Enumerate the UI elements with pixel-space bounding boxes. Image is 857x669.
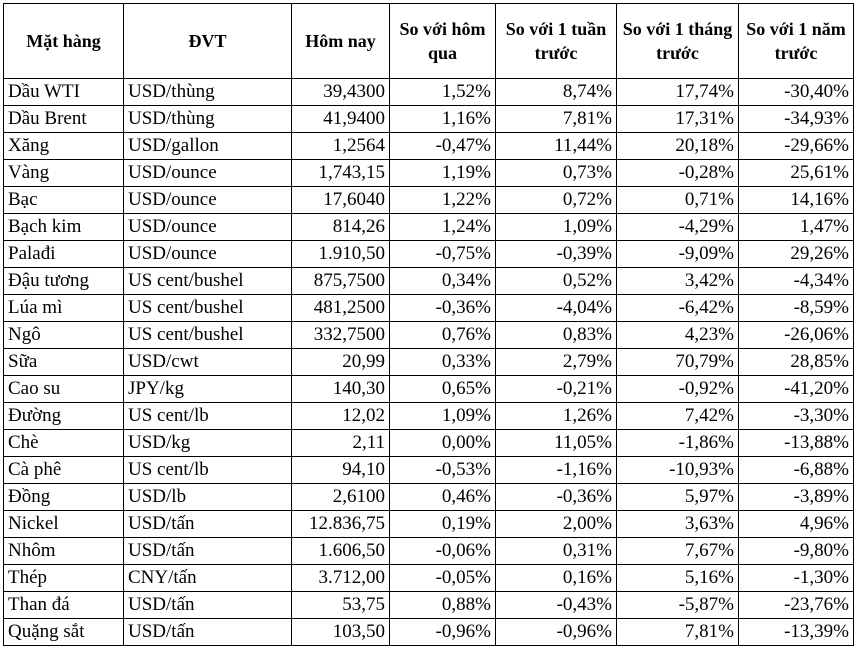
change-day-cell: -0,96% (390, 619, 496, 646)
unit-cell: USD/cwt (124, 349, 292, 376)
change-month-cell: -0,92% (617, 376, 739, 403)
today-price-cell: 875,7500 (292, 268, 390, 295)
header-cell-vs-month: So với 1 tháng trước (617, 4, 739, 79)
table-row (4, 484, 854, 511)
commodity-cell: Nickel (4, 511, 124, 538)
table-row (4, 322, 854, 349)
table-row (4, 79, 854, 106)
change-year-cell: 25,61% (739, 160, 854, 187)
change-day-cell: -0,75% (390, 241, 496, 268)
change-month-cell: -0,28% (617, 160, 739, 187)
change-month-cell: -10,93% (617, 457, 739, 484)
change-day-cell: -0,05% (390, 565, 496, 592)
change-year-cell: 28,85% (739, 349, 854, 376)
change-day-cell: 0,33% (390, 349, 496, 376)
change-day-cell: -0,36% (390, 295, 496, 322)
table-row (4, 160, 854, 187)
change-month-cell: -1,86% (617, 430, 739, 457)
change-month-cell: 5,16% (617, 565, 739, 592)
unit-cell: USD/ounce (124, 187, 292, 214)
header-cell-vs-yesterday: So với hôm qua (390, 4, 496, 79)
change-week-cell: 0,83% (496, 322, 617, 349)
change-month-cell: 70,79% (617, 349, 739, 376)
table-row (4, 106, 854, 133)
change-month-cell: -5,87% (617, 592, 739, 619)
change-month-cell: 0,71% (617, 187, 739, 214)
today-price-cell: 103,50 (292, 619, 390, 646)
change-week-cell: -0,96% (496, 619, 617, 646)
header-cell-unit: ĐVT (124, 4, 292, 79)
commodity-cell: Cà phê (4, 457, 124, 484)
change-month-cell: 7,81% (617, 619, 739, 646)
change-year-cell: -26,06% (739, 322, 854, 349)
change-month-cell: 7,42% (617, 403, 739, 430)
today-price-cell: 814,26 (292, 214, 390, 241)
change-week-cell: 2,79% (496, 349, 617, 376)
change-day-cell: 1,09% (390, 403, 496, 430)
header-cell-today: Hôm nay (292, 4, 390, 79)
unit-cell: US cent/lb (124, 457, 292, 484)
table-row (4, 133, 854, 160)
change-week-cell: 0,72% (496, 187, 617, 214)
commodity-price-table (3, 3, 854, 646)
header-cell-commodity: Mặt hàng (4, 4, 124, 79)
today-price-cell: 12.836,75 (292, 511, 390, 538)
unit-cell: US cent/bushel (124, 322, 292, 349)
change-year-cell: -13,88% (739, 430, 854, 457)
change-year-cell: 29,26% (739, 241, 854, 268)
change-day-cell: -0,53% (390, 457, 496, 484)
change-year-cell: 4,96% (739, 511, 854, 538)
commodity-cell: Đồng (4, 484, 124, 511)
change-year-cell: 14,16% (739, 187, 854, 214)
change-day-cell: 1,19% (390, 160, 496, 187)
change-month-cell: -6,42% (617, 295, 739, 322)
unit-cell: US cent/bushel (124, 295, 292, 322)
change-month-cell: 20,18% (617, 133, 739, 160)
change-day-cell: 0,76% (390, 322, 496, 349)
today-price-cell: 39,4300 (292, 79, 390, 106)
change-month-cell: 3,63% (617, 511, 739, 538)
today-price-cell: 20,99 (292, 349, 390, 376)
change-year-cell: -9,80% (739, 538, 854, 565)
change-day-cell: -0,06% (390, 538, 496, 565)
change-week-cell: 7,81% (496, 106, 617, 133)
change-day-cell: 0,65% (390, 376, 496, 403)
table-row (4, 538, 854, 565)
unit-cell: USD/tấn (124, 511, 292, 538)
commodity-cell: Bạch kim (4, 214, 124, 241)
change-month-cell: 17,74% (617, 79, 739, 106)
unit-cell: US cent/lb (124, 403, 292, 430)
change-week-cell: 0,31% (496, 538, 617, 565)
today-price-cell: 140,30 (292, 376, 390, 403)
header-cell-vs-year: So với 1 năm trước (739, 4, 854, 79)
change-day-cell: 0,34% (390, 268, 496, 295)
change-week-cell: -0,39% (496, 241, 617, 268)
unit-cell: USD/tấn (124, 592, 292, 619)
change-day-cell: 0,19% (390, 511, 496, 538)
table-row (4, 268, 854, 295)
today-price-cell: 94,10 (292, 457, 390, 484)
table-row (4, 187, 854, 214)
today-price-cell: 17,6040 (292, 187, 390, 214)
change-year-cell: -3,30% (739, 403, 854, 430)
table-row (4, 349, 854, 376)
change-week-cell: -0,21% (496, 376, 617, 403)
table-row (4, 376, 854, 403)
change-week-cell: 2,00% (496, 511, 617, 538)
change-month-cell: 4,23% (617, 322, 739, 349)
commodity-cell: Than đá (4, 592, 124, 619)
change-year-cell: -30,40% (739, 79, 854, 106)
commodity-cell: Lúa mì (4, 295, 124, 322)
today-price-cell: 41,9400 (292, 106, 390, 133)
change-week-cell: 11,44% (496, 133, 617, 160)
change-week-cell: -0,43% (496, 592, 617, 619)
today-price-cell: 332,7500 (292, 322, 390, 349)
commodity-cell: Cao su (4, 376, 124, 403)
today-price-cell: 2,6100 (292, 484, 390, 511)
change-day-cell: 1,52% (390, 79, 496, 106)
unit-cell: USD/tấn (124, 619, 292, 646)
change-week-cell: 0,52% (496, 268, 617, 295)
change-day-cell: -0,47% (390, 133, 496, 160)
change-week-cell: 1,26% (496, 403, 617, 430)
change-month-cell: 17,31% (617, 106, 739, 133)
commodity-cell: Dầu Brent (4, 106, 124, 133)
change-week-cell: 11,05% (496, 430, 617, 457)
commodity-cell: Quặng sắt (4, 619, 124, 646)
commodity-cell: Bạc (4, 187, 124, 214)
change-year-cell: -41,20% (739, 376, 854, 403)
unit-cell: USD/ounce (124, 160, 292, 187)
table-body (4, 79, 854, 646)
change-year-cell: -4,34% (739, 268, 854, 295)
header-row (4, 4, 854, 79)
change-day-cell: 1,24% (390, 214, 496, 241)
unit-cell: JPY/kg (124, 376, 292, 403)
change-day-cell: 1,16% (390, 106, 496, 133)
change-month-cell: -9,09% (617, 241, 739, 268)
change-year-cell: -34,93% (739, 106, 854, 133)
table-row (4, 619, 854, 646)
unit-cell: USD/ounce (124, 241, 292, 268)
commodity-cell: Ngô (4, 322, 124, 349)
table-row (4, 403, 854, 430)
table-row (4, 592, 854, 619)
commodity-cell: Đường (4, 403, 124, 430)
change-year-cell: -1,30% (739, 565, 854, 592)
table-row (4, 295, 854, 322)
change-week-cell: -0,36% (496, 484, 617, 511)
today-price-cell: 2,11 (292, 430, 390, 457)
unit-cell: CNY/tấn (124, 565, 292, 592)
change-year-cell: -29,66% (739, 133, 854, 160)
commodity-cell: Sữa (4, 349, 124, 376)
change-year-cell: -23,76% (739, 592, 854, 619)
change-year-cell: -3,89% (739, 484, 854, 511)
change-day-cell: 0,00% (390, 430, 496, 457)
change-month-cell: 7,67% (617, 538, 739, 565)
change-week-cell: 0,16% (496, 565, 617, 592)
commodity-cell: Palađi (4, 241, 124, 268)
unit-cell: USD/thùng (124, 79, 292, 106)
change-week-cell: 1,09% (496, 214, 617, 241)
change-day-cell: 0,88% (390, 592, 496, 619)
change-year-cell: -8,59% (739, 295, 854, 322)
commodity-cell: Thép (4, 565, 124, 592)
table-row (4, 214, 854, 241)
unit-cell: US cent/bushel (124, 268, 292, 295)
unit-cell: USD/gallon (124, 133, 292, 160)
change-year-cell: -6,88% (739, 457, 854, 484)
table-row (4, 511, 854, 538)
today-price-cell: 12,02 (292, 403, 390, 430)
commodity-cell: Vàng (4, 160, 124, 187)
today-price-cell: 3.712,00 (292, 565, 390, 592)
change-day-cell: 0,46% (390, 484, 496, 511)
commodity-cell: Dầu WTI (4, 79, 124, 106)
commodity-cell: Xăng (4, 133, 124, 160)
change-month-cell: 3,42% (617, 268, 739, 295)
change-week-cell: 8,74% (496, 79, 617, 106)
change-week-cell: -4,04% (496, 295, 617, 322)
change-week-cell: 0,73% (496, 160, 617, 187)
change-year-cell: -13,39% (739, 619, 854, 646)
table-row (4, 430, 854, 457)
table-row (4, 565, 854, 592)
change-week-cell: -1,16% (496, 457, 617, 484)
change-day-cell: 1,22% (390, 187, 496, 214)
change-month-cell: -4,29% (617, 214, 739, 241)
table-row (4, 457, 854, 484)
unit-cell: USD/kg (124, 430, 292, 457)
table-row (4, 241, 854, 268)
unit-cell: USD/ounce (124, 214, 292, 241)
unit-cell: USD/thùng (124, 106, 292, 133)
change-month-cell: 5,97% (617, 484, 739, 511)
header-cell-vs-week: So với 1 tuần trước (496, 4, 617, 79)
today-price-cell: 1.606,50 (292, 538, 390, 565)
commodity-cell: Đậu tương (4, 268, 124, 295)
today-price-cell: 53,75 (292, 592, 390, 619)
unit-cell: USD/tấn (124, 538, 292, 565)
change-year-cell: 1,47% (739, 214, 854, 241)
today-price-cell: 1,2564 (292, 133, 390, 160)
commodity-cell: Chè (4, 430, 124, 457)
today-price-cell: 1,743,15 (292, 160, 390, 187)
today-price-cell: 1.910,50 (292, 241, 390, 268)
unit-cell: USD/lb (124, 484, 292, 511)
today-price-cell: 481,2500 (292, 295, 390, 322)
commodity-cell: Nhôm (4, 538, 124, 565)
